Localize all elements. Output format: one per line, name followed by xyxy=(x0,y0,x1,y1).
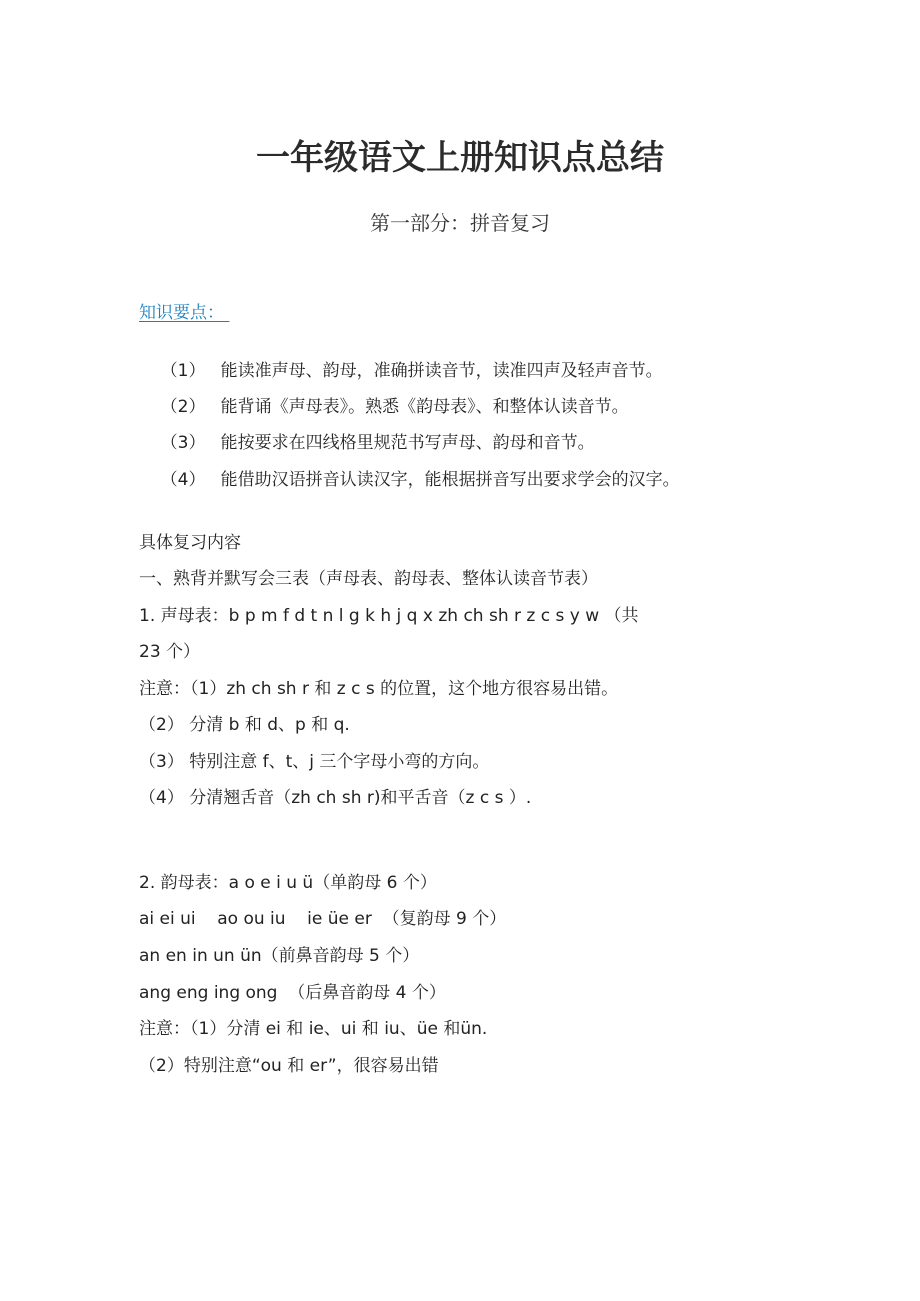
knowledge-points-heading[interactable]: 知识要点： xyxy=(139,303,230,323)
item-text: 能读准声母、韵母，准确拼读音节，读准四声及轻声音节。 xyxy=(220,361,663,381)
initials-table-line: 1. 声母表：b p m f d t n l g k h j q x zh ch sh r z c s y w （共 xyxy=(139,606,639,626)
item-text: 能背诵《声母表》。熟悉《韵母表》、和整体认读音节。 xyxy=(220,397,629,417)
item-number: （3） xyxy=(160,433,206,453)
section-subtitle: 第一部分：拼音复习 xyxy=(370,211,550,235)
item-number: （2） xyxy=(160,397,206,417)
finals-table-line: ai ei ui ao ou iu ie üe er （复韵母 9 个） xyxy=(139,909,507,929)
finals-table-line: ang eng ing ong （后鼻音韵母 4 个） xyxy=(139,983,446,1003)
review-heading: 具体复习内容 xyxy=(139,533,241,553)
initials-note: （4） 分清翘舌音（zh ch sh r)和平舌音（z c s ）. xyxy=(139,788,532,808)
knowledge-point-item xyxy=(139,447,680,513)
initials-table-line-cont: 23 个） xyxy=(139,642,201,662)
initials-note: （3） 特别注意 f、t、j 三个字母小弯的方向。 xyxy=(139,752,490,772)
document-title: 一年级语文上册知识点总结 xyxy=(256,138,664,178)
finals-note: 注意：（1）分清 ei 和 ie、ui 和 iu、üe 和ün. xyxy=(139,1019,488,1039)
finals-table-line: 2. 韵母表：a o e i u ü（单韵母 6 个） xyxy=(139,873,437,893)
item-text: 能借助汉语拼音认读汉字，能根据拼音写出要求学会的汉字。 xyxy=(220,470,680,490)
item-number: （1） xyxy=(160,361,206,381)
item-text: 能按要求在四线格里规范书写声母、韵母和音节。 xyxy=(220,433,595,453)
section-one-title: 一、熟背并默写会三表（声母表、韵母表、整体认读音节表） xyxy=(139,569,598,589)
item-number: （4） xyxy=(160,470,206,490)
finals-note: （2）特别注意“ou 和 er”，很容易出错 xyxy=(139,1056,439,1076)
initials-note: 注意：（1）zh ch sh r 和 z c s 的位置，这个地方很容易出错。 xyxy=(139,679,619,699)
finals-table-line: an en in un ün（前鼻音韵母 5 个） xyxy=(139,946,420,966)
initials-note: （2） 分清 b 和 d、p 和 q. xyxy=(139,715,350,735)
